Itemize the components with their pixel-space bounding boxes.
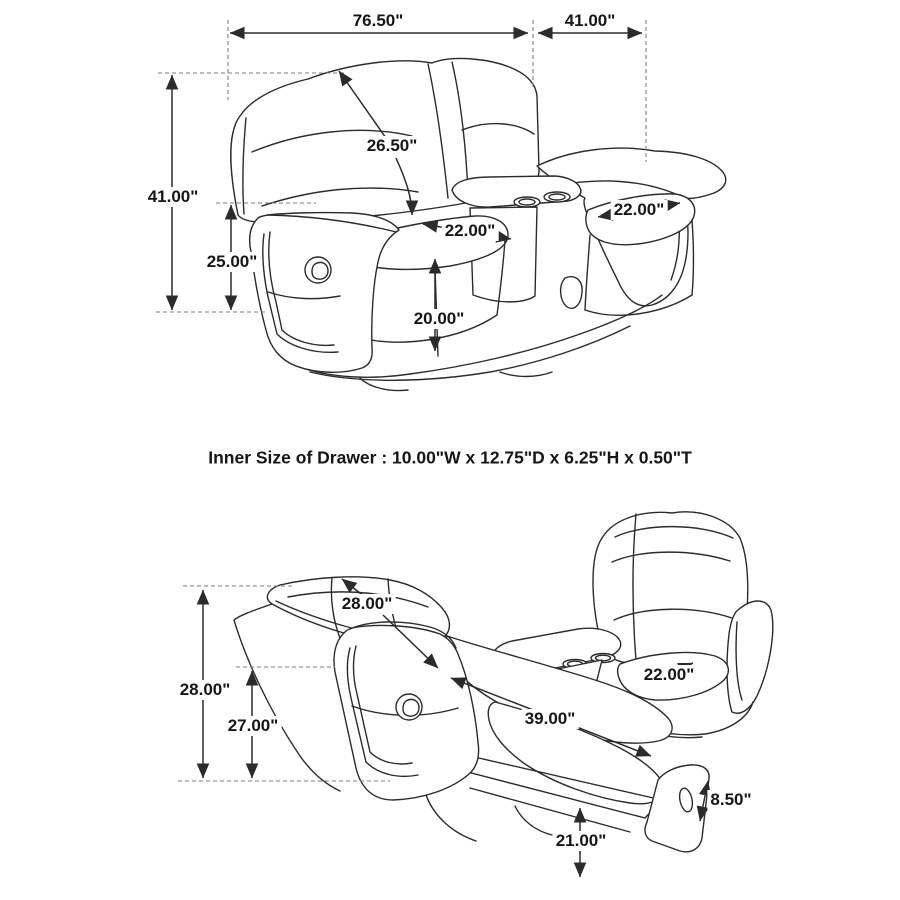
dim-label-overall-depth: 41.00" xyxy=(562,11,619,31)
dim-label-reclined-seat-width: 22.00" xyxy=(641,665,698,685)
dim-label-overall-height: 41.00" xyxy=(145,187,202,207)
drawer-size-note: Inner Size of Drawer : 10.00"W x 12.75"D x 6.25"H x 0.50"T xyxy=(208,447,692,468)
dim-label-reclined-arm-height: 27.00" xyxy=(225,716,282,736)
dim-label-overall-width: 76.50" xyxy=(350,11,407,31)
dim-label-footrest-clearance: 21.00" xyxy=(553,831,610,851)
recliner-handle-reclined xyxy=(396,694,422,720)
dim-label-seat-height: 20.00" xyxy=(411,309,468,329)
dim-label-seat-width-right: 22.00" xyxy=(611,200,668,220)
dim-label-back-height: 26.50" xyxy=(364,136,421,156)
recliner-handle-upright xyxy=(305,257,331,283)
dim-label-reclined-length: 39.00" xyxy=(522,709,579,729)
dim-label-footrest-thickness: 8.50" xyxy=(707,790,754,810)
dim-label-reclined-height: 28.00" xyxy=(177,680,234,700)
dim-label-seat-width-left: 22.00" xyxy=(442,221,499,241)
dim-label-arm-height: 25.00" xyxy=(204,252,261,272)
dim-label-reclined-backrest: 28.00" xyxy=(339,594,396,614)
